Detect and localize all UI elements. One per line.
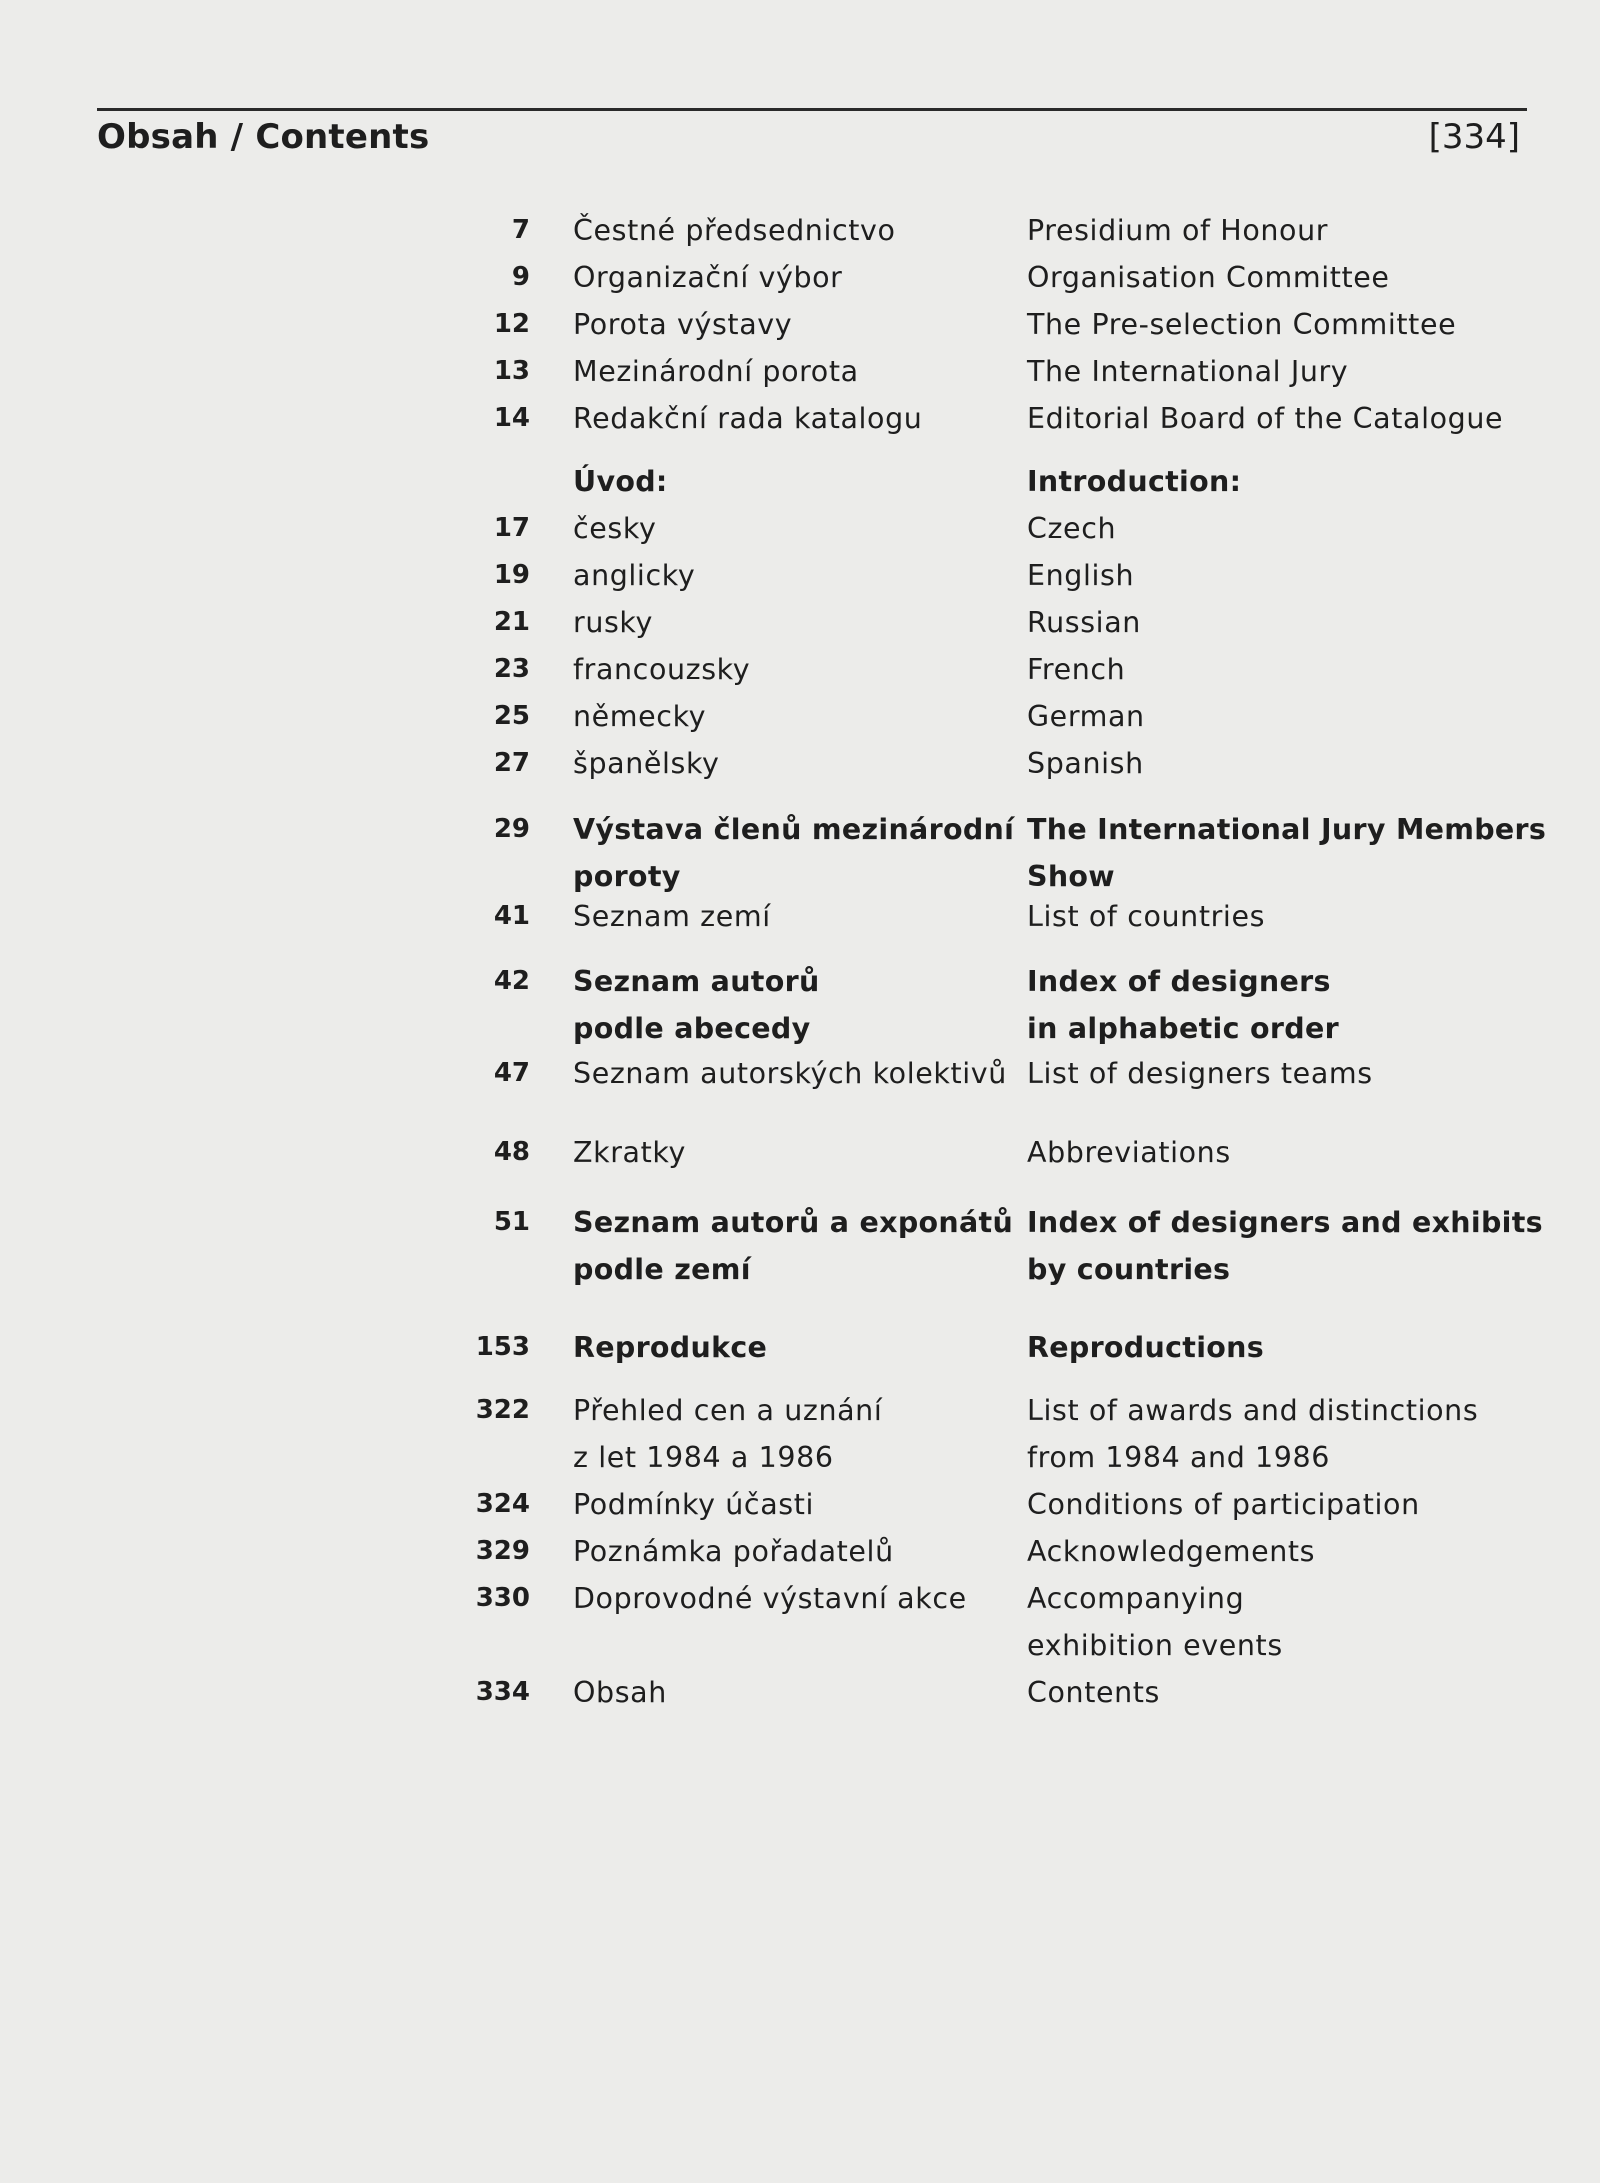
toc-title-czech [573, 806, 1014, 900]
toc-title-english [1027, 1129, 1231, 1176]
toc-title-english [1027, 893, 1265, 940]
toc-title-czech [573, 1481, 814, 1528]
page-title: Obsah / Contents [97, 117, 430, 157]
toc-title-english-line: by countries [1027, 1253, 1231, 1286]
toc-title-czech-line: německy [573, 700, 707, 733]
toc-title-english [1027, 1575, 1283, 1669]
toc-title-czech-line: rusky [573, 606, 653, 639]
toc-title-english-line: Spanish [1027, 747, 1144, 780]
toc-title-czech [573, 893, 771, 940]
toc-title-czech-line: Porota výstavy [573, 308, 793, 341]
toc-title-english [1027, 1481, 1420, 1528]
toc-title-czech [573, 646, 750, 693]
toc-title-english-line: Editorial Board of the Catalogue [1027, 402, 1504, 435]
toc-title-czech [573, 1129, 686, 1176]
toc-page-number: 47 [493, 1058, 530, 1088]
toc-title-czech-line: z let 1984 a 1986 [573, 1441, 834, 1474]
toc-page-number: 12 [493, 309, 530, 339]
toc-title-czech-line: Podmínky účasti [573, 1488, 814, 1521]
toc-title-english-line: Organisation Committee [1027, 261, 1390, 294]
toc-title-english [1027, 1324, 1264, 1371]
toc-title-czech [573, 505, 656, 552]
toc-page-number: 13 [493, 356, 530, 386]
toc-title-english-line: The Pre-selection Committee [1027, 308, 1457, 341]
toc-title-czech [573, 740, 720, 787]
toc-title-english-line: French [1027, 653, 1126, 686]
toc-title-czech [573, 958, 820, 1052]
toc-title-czech [573, 1669, 667, 1716]
toc-title-english-line: List of awards and distinctions [1027, 1394, 1479, 1427]
toc-page-number: 334 [475, 1677, 530, 1707]
toc-title-czech-line: Seznam autorů a exponátů [573, 1206, 1014, 1239]
toc-title-czech-line: Čestné předsednictvo [573, 214, 896, 247]
toc-title-english-line: in alphabetic order [1027, 1012, 1339, 1045]
toc-title-czech-line: Redakční rada katalogu [573, 402, 923, 435]
toc-title-czech [573, 395, 922, 442]
toc-page-number: 7 [511, 215, 530, 245]
toc-page-number: 25 [493, 701, 530, 731]
toc-title-czech [573, 207, 896, 254]
toc-page-number: 41 [493, 901, 530, 931]
toc-title-czech [573, 1050, 1007, 1097]
toc-title-english-line: Conditions of participation [1027, 1488, 1420, 1521]
toc-title-czech-line: Seznam autorských kolektivů [573, 1057, 1007, 1090]
toc-title-czech-line: podle zemí [573, 1253, 751, 1286]
toc-title-english-line: List of countries [1027, 900, 1266, 933]
toc-title-english-line: exhibition events [1027, 1629, 1283, 1662]
toc-title-czech [573, 1575, 967, 1622]
toc-title-czech [573, 1324, 767, 1371]
toc-title-english [1027, 1050, 1373, 1097]
toc-title-english [1027, 552, 1134, 599]
toc-title-english-line: Reproductions [1027, 1331, 1265, 1364]
toc-page-number: 19 [493, 560, 530, 590]
toc-page-number: 330 [475, 1583, 530, 1613]
toc-title-english-line: Contents [1027, 1676, 1160, 1709]
toc-title-czech [573, 1199, 1013, 1293]
toc-title-czech [573, 458, 668, 505]
toc-page-number: 329 [475, 1536, 530, 1566]
toc-title-english-line: List of designers teams [1027, 1057, 1373, 1090]
toc-title-czech [573, 348, 859, 395]
toc-title-czech [573, 1528, 894, 1575]
toc-title-english-line: Czech [1027, 512, 1117, 545]
toc-title-english [1027, 646, 1125, 693]
toc-title-english-line: Presidium of Honour [1027, 214, 1329, 247]
toc-page-number: 322 [475, 1395, 530, 1425]
toc-title-czech [573, 693, 706, 740]
header-rule [97, 108, 1527, 111]
toc-title-english [1027, 254, 1390, 301]
toc-page-number: 29 [493, 814, 530, 844]
toc-title-czech-line: podle abecedy [573, 1012, 811, 1045]
toc-title-english-line: Introduction: [1027, 465, 1242, 498]
toc-title-english-line: Acknowledgements [1027, 1535, 1316, 1568]
toc-title-english-line: Russian [1027, 606, 1141, 639]
toc-title-czech-line: česky [573, 512, 657, 545]
toc-title-english [1027, 806, 1546, 900]
toc-title-english [1027, 301, 1456, 348]
toc-page-number: 324 [475, 1489, 530, 1519]
toc-title-english-line: from 1984 and 1986 [1027, 1441, 1330, 1474]
toc-title-english [1027, 1528, 1315, 1575]
toc-title-czech-line: poroty [573, 860, 681, 893]
toc-page-number: 51 [493, 1207, 530, 1237]
toc-title-english-line: Show [1027, 860, 1115, 893]
toc-title-english [1027, 395, 1503, 442]
toc-title-english-line: Index of designers and exhibits [1027, 1206, 1543, 1239]
toc-page-number: 48 [493, 1137, 530, 1167]
toc-title-english-line: German [1027, 700, 1145, 733]
toc-page-number: 42 [493, 966, 530, 996]
toc-title-english [1027, 1199, 1543, 1293]
toc-title-czech-line: Poznámka pořadatelů [573, 1535, 894, 1568]
toc-page-number: 153 [475, 1332, 530, 1362]
toc-title-english [1027, 1387, 1478, 1481]
toc-title-english [1027, 1669, 1160, 1716]
toc-title-czech-line: anglicky [573, 559, 696, 592]
toc-title-english [1027, 207, 1328, 254]
toc-title-czech [573, 599, 653, 646]
toc-page-number: 27 [493, 748, 530, 778]
toc-title-czech-line: Obsah [573, 1676, 667, 1709]
toc-title-english-line: Index of designers [1027, 965, 1331, 998]
toc-title-english-line: The International Jury Members [1027, 813, 1547, 846]
toc-title-english [1027, 599, 1141, 646]
toc-title-czech-line: Reprodukce [573, 1331, 768, 1364]
toc-page-number: 21 [493, 607, 530, 637]
toc-title-english [1027, 458, 1241, 505]
toc-title-czech [573, 301, 792, 348]
toc-title-english [1027, 958, 1339, 1052]
toc-page-number: 23 [493, 654, 530, 684]
toc-title-czech-line: Přehled cen a uznání [573, 1394, 883, 1427]
toc-title-english [1027, 693, 1145, 740]
toc-title-czech-line: francouzsky [573, 653, 751, 686]
toc-title-czech-line: Organizační výbor [573, 261, 843, 294]
toc-title-czech [573, 552, 695, 599]
toc-title-english [1027, 505, 1116, 552]
toc-title-czech-line: Doprovodné výstavní akce [573, 1582, 967, 1615]
toc-page-number: 17 [493, 513, 530, 543]
toc-title-czech-line: Úvod: [573, 465, 668, 498]
toc-title-english-line: English [1027, 559, 1135, 592]
toc-title-english [1027, 740, 1144, 787]
toc-title-czech [573, 1387, 882, 1481]
toc-title-czech-line: Mezinárodní porota [573, 355, 859, 388]
toc-title-czech-line: Seznam autorů [573, 965, 820, 998]
toc-title-english-line: Accompanying [1027, 1582, 1245, 1615]
toc-title-english-line: Abbreviations [1027, 1136, 1231, 1169]
toc-title-czech-line: Výstava členů mezinárodní [573, 813, 1015, 846]
toc-title-czech-line: Zkratky [573, 1136, 686, 1169]
toc-page-number: 9 [511, 262, 530, 292]
toc-title-czech-line: Seznam zemí [573, 900, 771, 933]
toc-title-english-line: The International Jury [1027, 355, 1349, 388]
toc-title-english [1027, 348, 1348, 395]
toc-title-czech-line: španělsky [573, 747, 720, 780]
toc-title-czech [573, 254, 843, 301]
page-number: [334] [1428, 117, 1520, 157]
toc-page-number: 14 [493, 403, 530, 433]
